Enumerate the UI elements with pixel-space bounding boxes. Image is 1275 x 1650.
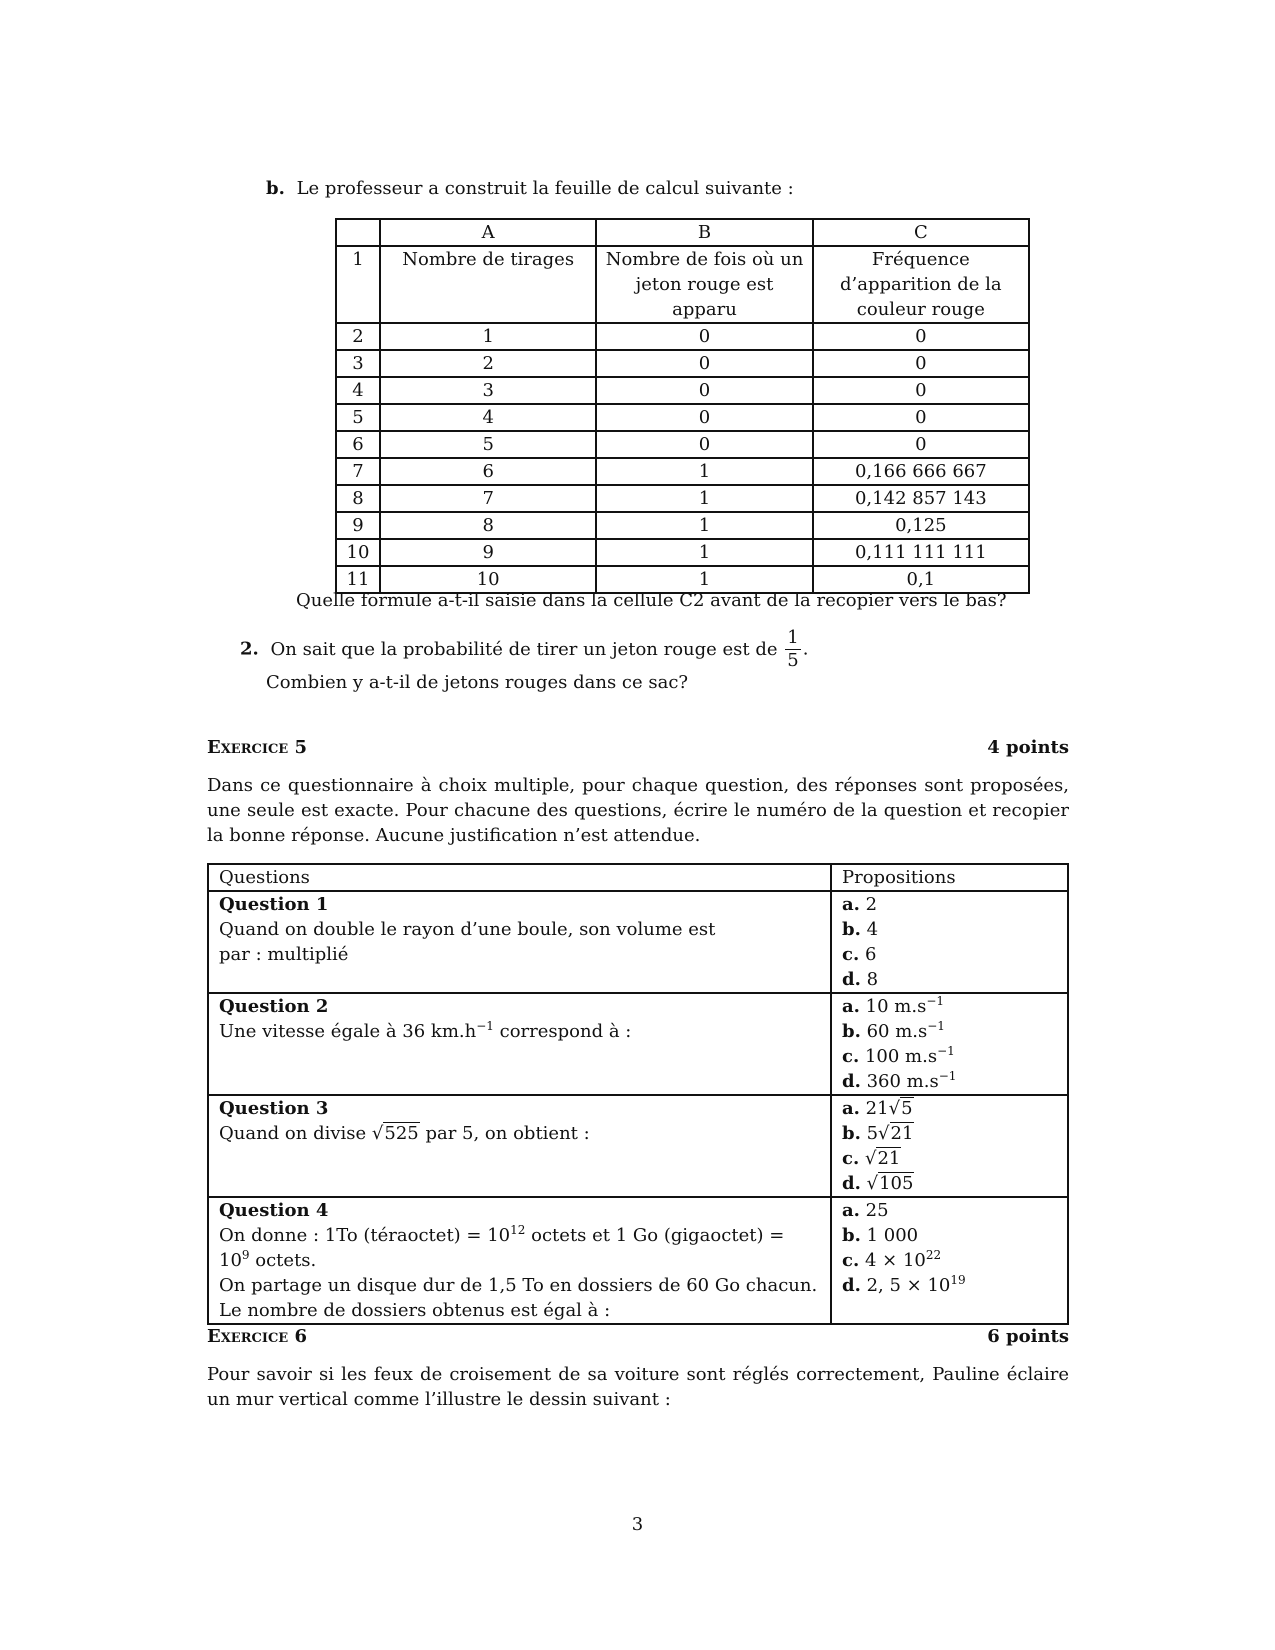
question-2-props: [831, 993, 1068, 1095]
ex4-q2-text: On sait que la probabilité de tirer un jeton rouge est de: [270, 638, 778, 660]
proposition: c. $4 \times 10^{22}$: [842, 1248, 942, 1271]
sheet-row: [336, 377, 1029, 404]
sheet-cell: 0: [813, 377, 1029, 404]
ex4-q2-line2: Combien y a-t-il de jetons rouges dans ce sac?: [266, 672, 689, 693]
proposition: d. 2, $5 \times 10^{19}$: [842, 1273, 966, 1296]
sqrt-icon: √: [866, 1173, 879, 1194]
sheet-row: [336, 566, 1029, 593]
sheet-cell: 1: [596, 485, 812, 512]
qcm-col-questions: Questions: [208, 864, 831, 891]
qcm-col-props: Propositions: [831, 864, 1068, 891]
sheet-row-header: 10: [336, 539, 380, 566]
question-4-line1: On donne : 1To (téraoctet) = $10^{12}$ octets et 1 Go (gigaoctet) = $10^9$ octets.: [219, 1223, 785, 1271]
question-3-props: [831, 1095, 1068, 1197]
page-number: 3: [631, 1514, 644, 1535]
sheet-cell: 10: [380, 566, 596, 593]
sheet-row: [336, 404, 1029, 431]
sheet-cell: 8: [380, 512, 596, 539]
sheet-cell: 3: [380, 377, 596, 404]
proposition: c. √21: [842, 1148, 901, 1169]
ex4b-question: Quelle formule a-t-il saisie dans la cellule C2 avant de la recopier vers le bas?: [296, 590, 1007, 611]
sheet-col-header: C: [813, 219, 1029, 246]
sheet-row-header: 3: [336, 350, 380, 377]
proposition: a. 25: [842, 1200, 889, 1221]
question-3-text: Quand on divise √525 par 5, on obtient :: [219, 1123, 590, 1144]
question-2-title: Question 2: [219, 996, 329, 1017]
sheet-cell: 6: [380, 458, 596, 485]
sheet-row-header: 5: [336, 404, 380, 431]
sheet-cell: 2: [380, 350, 596, 377]
fraction-one-fifth: [785, 627, 800, 672]
qcm-row: [208, 891, 1068, 993]
sheet-row-header: 8: [336, 485, 380, 512]
sheet-cell: 9: [380, 539, 596, 566]
proposition: b. 60 $m.s^{-1}$: [842, 1019, 945, 1042]
sheet-cell: 0: [596, 404, 812, 431]
proposition: a. 10 $m.s^{-1}$: [842, 994, 945, 1017]
sqrt-icon: √: [878, 1123, 890, 1144]
ex4b-line: [266, 178, 794, 199]
ex4b-label: b.: [266, 178, 285, 199]
sheet-cell: 1: [596, 458, 812, 485]
sheet-row: [336, 350, 1029, 377]
sheet-cell: Nombre de tirages: [380, 246, 596, 323]
sheet-row: [336, 539, 1029, 566]
proposition: c. 6: [842, 944, 877, 965]
ex4-q2: 2. On sait que la probabilité de tirer un jeton rouge est de $\frac{1}{5}$ .: [240, 627, 809, 671]
proposition: b. 1 000: [842, 1225, 919, 1246]
sheet-col-header: A: [380, 219, 596, 246]
sqrt-icon: √: [371, 1123, 384, 1144]
spreadsheet-table: [335, 218, 1030, 594]
sheet-cell: 0: [596, 323, 812, 350]
qcm-header-row: [208, 864, 1068, 891]
sheet-row-header: 6: [336, 431, 380, 458]
question-4: [208, 1197, 831, 1324]
sheet-row: [336, 431, 1029, 458]
proposition: b. 5√21: [842, 1123, 914, 1144]
question-4-line3: Le nombre de dossiers obtenus est égal à :: [219, 1300, 611, 1321]
sheet-row-header: 1: [336, 246, 380, 323]
proposition: b. 4: [842, 919, 879, 940]
question-1-title: Question 1: [219, 894, 329, 915]
ex6-intro: Pour savoir si les feux de croisement de sa voiture sont réglés correctement, Pauline éclaire un mur vertical comme l’illustre le dessin suivant :: [207, 1364, 1069, 1410]
sheet-row-header: 2: [336, 323, 380, 350]
sheet-cell: 0: [596, 431, 812, 458]
sheet-cell: 1: [596, 512, 812, 539]
sheet-cell: 0,125: [813, 512, 1029, 539]
sqrt-icon: √: [864, 1148, 877, 1169]
sheet-cell: 0: [813, 323, 1029, 350]
sheet-header-row: [336, 219, 1029, 246]
sheet-cell: 1: [380, 323, 596, 350]
proposition: d. 360 $m.s^{-1}$: [842, 1069, 957, 1092]
question-2-text: Une vitesse égale à 36 $km.h^{-1}$ correspond à :: [219, 1019, 632, 1042]
qcm-row: [208, 1197, 1068, 1324]
sheet-cell: Nombre de fois où un jeton rouge est apparu: [596, 246, 812, 323]
sheet-cell: 0: [596, 377, 812, 404]
proposition: d. 8: [842, 969, 879, 990]
sheet-cell: 0: [813, 404, 1029, 431]
question-4-props: [831, 1197, 1068, 1324]
sheet-row: [336, 246, 1029, 323]
proposition: a. 2: [842, 894, 878, 915]
question-2: [208, 993, 831, 1095]
sheet-cell: 1: [596, 566, 812, 593]
sheet-row-header: 4: [336, 377, 380, 404]
proposition: d. √105: [842, 1173, 914, 1194]
sheet-row-header: 9: [336, 512, 380, 539]
qcm-row: [208, 993, 1068, 1095]
sheet-cell: 0: [813, 431, 1029, 458]
ex5-intro: Dans ce questionnaire à choix multiple, pour chaque question, des réponses sont proposées, une seule est exacte. Pour chacune des questions, écrire le numéro de la question et recopier la bonne réponse. Aucune justification n’est attendue.: [207, 775, 1069, 846]
qcm-row: [208, 1095, 1068, 1197]
sheet-cell: 1: [596, 539, 812, 566]
question-3: [208, 1095, 831, 1197]
ex6-points: 6 points: [987, 1326, 1069, 1347]
sheet-cell: 4: [380, 404, 596, 431]
fraction-numerator: 1: [787, 627, 799, 648]
sheet-cell: 0,1: [813, 566, 1029, 593]
sheet-cell: 0,142 857 143: [813, 485, 1029, 512]
ex6-title: Exercice 6: [207, 1326, 307, 1347]
sheet-cell: 0: [596, 350, 812, 377]
sheet-cell: 0,166 666 667: [813, 458, 1029, 485]
ex4b-intro: Le professeur a construit la feuille de calcul suivante :: [296, 178, 794, 199]
sheet-cell: 5: [380, 431, 596, 458]
question-4-title: Question 4: [219, 1200, 329, 1221]
qcm-table: [207, 863, 1069, 1325]
question-1-text: Quand on double le rayon d’une boule, son volume est par : multiplié: [219, 919, 716, 965]
sheet-corner: [336, 219, 380, 246]
proposition: a. 21√5: [842, 1098, 913, 1119]
sheet-cell: 0,111 111 111: [813, 539, 1029, 566]
sheet-row: [336, 485, 1029, 512]
ex5-points: 4 points: [987, 737, 1069, 758]
question-1: [208, 891, 831, 993]
question-3-title: Question 3: [219, 1098, 329, 1119]
sheet-row: [336, 458, 1029, 485]
sheet-col-header: B: [596, 219, 812, 246]
fraction-denominator: 5: [787, 650, 799, 671]
sheet-cell: 0: [813, 350, 1029, 377]
sheet-cell: Fréquence d’apparition de la couleur rouge: [813, 246, 1029, 323]
sheet-row: [336, 323, 1029, 350]
sheet-row-header: 11: [336, 566, 380, 593]
ex4-q2-label: 2.: [240, 638, 259, 660]
proposition: c. 100 $m.s^{-1}$: [842, 1044, 955, 1067]
sheet-row: [336, 512, 1029, 539]
sqrt-icon: √: [888, 1098, 901, 1119]
sheet-row-header: 7: [336, 458, 380, 485]
question-1-props: [831, 891, 1068, 993]
ex5-title: Exercice 5: [207, 737, 307, 758]
sheet-cell: 7: [380, 485, 596, 512]
question-4-line2: On partage un disque dur de 1,5 To en dossiers de 60 Go chacun.: [219, 1275, 818, 1296]
